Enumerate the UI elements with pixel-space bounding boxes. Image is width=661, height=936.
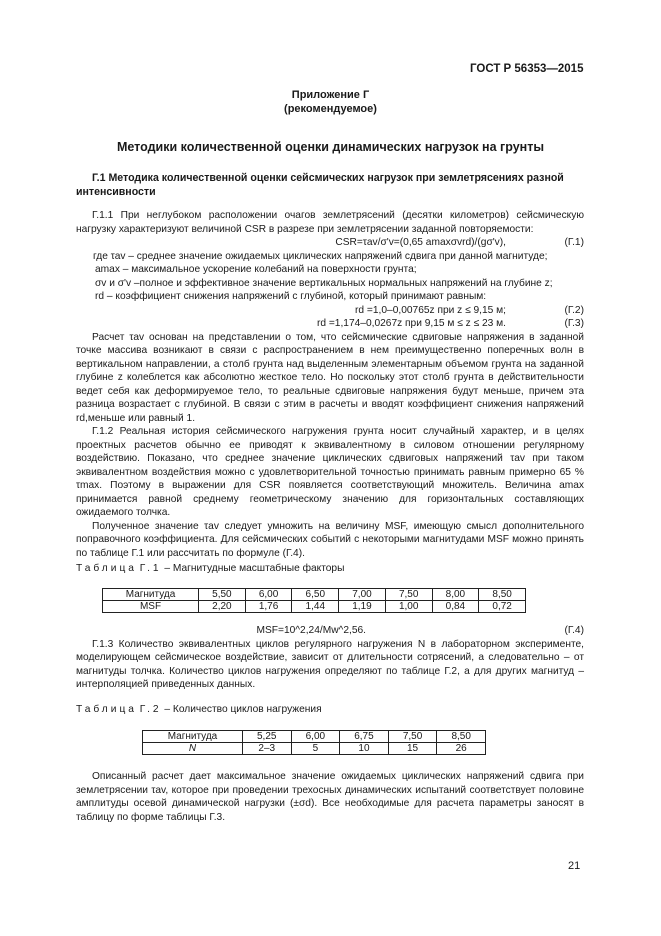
table-cell: 5,50: [199, 589, 246, 601]
table-cell: 1,00: [385, 601, 432, 613]
table-cell: 7,50: [388, 731, 437, 743]
table-g2: [142, 730, 486, 755]
table-cell: 6,00: [245, 589, 292, 601]
table-cell: 15: [388, 743, 437, 755]
table-cell: 8,00: [432, 589, 479, 601]
table-row: [143, 743, 486, 755]
page-number: 21: [568, 860, 581, 872]
equation-g2: [76, 304, 584, 318]
table-cell: Магнитуда: [143, 731, 243, 743]
paragraph-final: Описанный расчет дает максимальное значение ожидаемых циклических напряжений сдвига при землетрясении τav, которое при проведении трехосных динамических испытаний соответствует половине амплитуды осевой динамической нагрузки (±σd). Все необходимые для расчета параметры заносят в таблицу по форме таблицы Г.3.: [76, 771, 584, 823]
table-cell: 0,72: [479, 601, 526, 613]
equation-g1-formula: CSR=τav/σ'v=(0,65 amaxσvrd)/(gσ'v),: [335, 237, 506, 248]
table-g2-caption-word: Таблица: [76, 704, 137, 715]
table-cell: 10: [340, 743, 389, 755]
definition-item: где τav – среднее значение ожидаемых циклических напряжений сдвига при данной магнитуде;: [93, 250, 548, 262]
table-cell: 0,84: [432, 601, 479, 613]
subsection-title: Г.1 Методика количественной оценки сейсмических нагрузок при землетрясениях разной интенсивности: [76, 172, 564, 198]
table-cell: 5,25: [242, 731, 291, 743]
table-g1-caption-number: Г.1: [139, 563, 162, 574]
table-cell: 8,50: [479, 589, 526, 601]
appendix-heading: [0, 88, 661, 116]
table-cell: 2–3: [242, 743, 291, 755]
table-cell: 6,00: [291, 731, 340, 743]
table-g2-caption-text: – Количество циклов нагружения: [164, 704, 322, 715]
table-cell: 1,44: [292, 601, 339, 613]
definition-item: rd – коэффициент снижения напряжений с глубиной, который принимают равным:: [95, 291, 487, 302]
table-g2-caption: [76, 704, 322, 715]
body-block-1: [76, 209, 584, 560]
table-cell: 1,19: [339, 601, 386, 613]
table-cell: N: [143, 743, 243, 755]
equation-g4-formula: MSF=10^2,24/Mw^2,56.: [256, 625, 366, 636]
table-cell: 2,20: [199, 601, 246, 613]
table-g1-caption-text: – Магнитудные масштабные факторы: [164, 563, 345, 574]
paragraph-g-1-2: Г.1.2 Реальная история сейсмического нагружения грунта носит случайный характер, и в целях проектных расчетов обычно ее приводят к эквивалентному в силовом отношении регулярному воздействию. Показано, что среднее значение циклических сдвиговых напряжений τav при таком эквивалентном воздействия можно с удовлетворительной точностью принимать равным примерно 65 % τmax. Поэтому в выражении для CSR появляется соответствующий множитель. Величина amax принимается равной среднему геометрическому значению для горизонтальных составляющих ожидаемого толчка.: [76, 426, 584, 518]
table-g1: [102, 588, 526, 613]
body-block-3: [76, 770, 584, 824]
paragraph-g-1-1: Г.1.1 При неглубоком расположении очагов землетрясений (десятки километров) сейсмическую нагрузку характеризуют величиной CSR в разрезе при землетрясении заданной повторяемости:: [76, 210, 584, 235]
table-g1-caption: [76, 563, 344, 574]
table-row: [143, 731, 486, 743]
paragraph-tau-explanation: Расчет τav основан на представлении о том, что сейсмические сдвиговые напряжения в заданной точке массива возникают в связи с распространением в нем преимущественно поперечных волн в вертикальном направлении, а столб грунта над выделенным элементарным объемом грунта на заданной глубине z колеблется как абсолютно жесткое тело. Но поскольку этот столб грунта в действительности ведет себя как деформируемое тело, то реальные сдвиговые напряжения будут меньше, причем эта разница возрастает с глубиной. В связи с этим в расчеты и вводят коэффициент снижения напряжений rd,меньше или равный 1.: [76, 331, 584, 424]
equation-g4-number: (Г.4): [564, 625, 584, 636]
equation-g2-formula: rd =1,0–0,00765z при z ≤ 9,15 м;: [355, 304, 506, 316]
table-cell: Магнитуда: [103, 589, 199, 601]
table-row: [103, 589, 526, 601]
paragraph-msf: Полученное значение τav следует умножить на величину MSF, имеющую смысл дополнительного поправочного коэффициента. Для сейсмических событий с некоторыми магнитудами MSF можно принять по таблице Г.1 или рассчитать по формуле (Г.4).: [76, 520, 584, 559]
table-cell: MSF: [103, 601, 199, 613]
table-cell: 7,50: [385, 589, 432, 601]
appendix-title: Приложение Г: [291, 89, 370, 101]
body-block-2: [76, 624, 584, 692]
definition-item: amax – максимальное ускорение колебаний на поверхности грунта;: [95, 264, 417, 275]
table-cell: 8,50: [437, 731, 486, 743]
equation-g1: [76, 236, 584, 250]
table-g2-caption-number: Г.2: [139, 704, 162, 715]
definition-item: σv и σ'v –полное и эффективное значение вертикальных нормальных напряжений на глубине z;: [95, 277, 553, 289]
equation-g1-number: (Г.1): [564, 237, 584, 248]
equation-g2-number: (Г.2): [564, 304, 584, 316]
table-cell: 7,00: [339, 589, 386, 601]
table-row: [103, 601, 526, 613]
appendix-subtitle: (рекомендуемое): [284, 103, 377, 115]
equation-g3-formula: rd =1,174–0,0267z при 9,15 м ≤ z ≤ 23 м.: [316, 318, 506, 329]
table-cell: 5: [291, 743, 340, 755]
section-title: Методики количественной оценки динамических нагрузок на грунты: [116, 140, 544, 154]
equation-g3-number: (Г.3): [564, 318, 584, 329]
table-cell: 1,76: [245, 601, 292, 613]
table-cell: 6,75: [340, 731, 389, 743]
table-cell: 26: [437, 743, 486, 755]
equation-g3: [76, 317, 584, 331]
table-g1-caption-word: Таблица: [76, 563, 137, 574]
document-id: ГОСТ Р 56353—2015: [470, 63, 584, 75]
paragraph-g-1-3: Г.1.3 Количество эквивалентных циклов регулярного нагружения N в лабораторном эксперименте, моделирующем сейсмическое воздействие, зависит от длительности сотрясений, а следовательно – от магнитуды толчка. Количество циклов нагружения определяют по таблице Г.2, а для других магнитуд – интерполяцией приведенных данных.: [76, 638, 584, 690]
table-cell: 6,50: [292, 589, 339, 601]
equation-g4: [76, 624, 584, 638]
